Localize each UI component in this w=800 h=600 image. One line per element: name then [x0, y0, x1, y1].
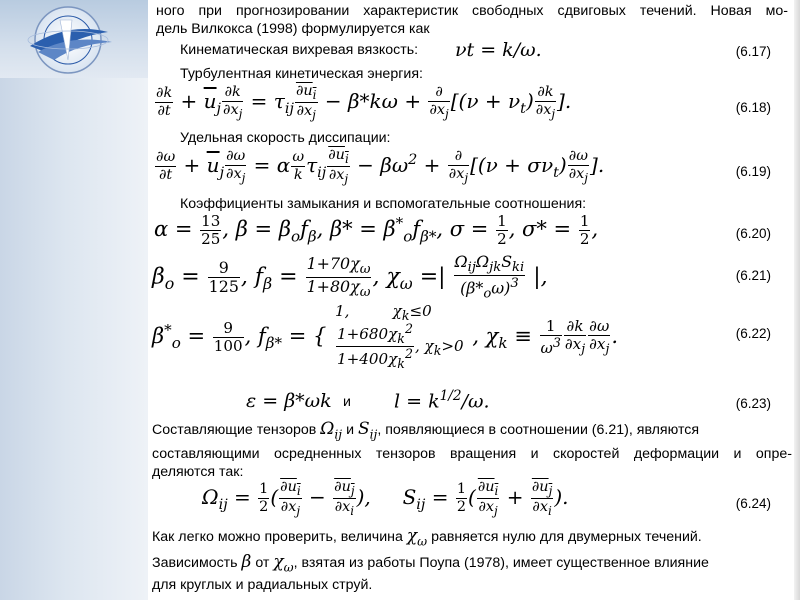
eq-623-length: $l = k^{1/2}/\omega$.: [394, 388, 490, 413]
eq-623-and: и: [343, 394, 351, 410]
para2-line3: для круглых и радиальных струй.: [152, 577, 373, 593]
para2-line1: Как легко можно проверить, величина $\chi_\omega$ равняется нулю для двумерных течений.: [152, 526, 702, 549]
para1-and: и: [346, 422, 354, 438]
document-page: [150, 0, 793, 600]
para1-line3: деляются так:: [152, 464, 244, 480]
eq-622-formula: $\beta^*_o$ = $\frac{9}{100}$ , $f_{\beta*}$ = { 1, $\chi_k\le 0$ $\frac{1+680\chi_k^2}{1+400\chi_k^2}$ , $\chi_k>0$ , $\chi_k$ ≡ $\frac{1}{\omega^3}$ $\frac{\partial k}{\partial x_j}$ $\frac{\partial\omega}{\partial x_j}$ .: [152, 302, 619, 372]
eq-620-number: (6.20): [735, 226, 771, 241]
para2-line2a: Зависимость: [152, 555, 238, 571]
eq-621-formula: $\beta_o$ = $\frac{9}{125}$ , $f_\beta$ = $\frac{1+70\chi_\omega}{1+80\chi_\omega}$ , $\chi_\omega$ =| $\frac{\Omega_{ij}\Omega_{jk}S_{ki}}{(\beta*_o\omega)^3}$ |,: [152, 252, 548, 302]
eq-623-number: (6.23): [735, 396, 771, 411]
intro-line-1: ного при прогнозировании характеристик свободных сдвиговых течений. Новая мо-: [156, 3, 788, 19]
eq-619-label: Удельная скорость диссипации:: [180, 130, 391, 146]
eq-619-number: (6.19): [735, 164, 771, 179]
eq-620-formula: α = $\frac{13}{25}$ , $\beta = \beta_of_\beta$, $\beta* = \beta^*_of_{\beta*}$, σ = $\frac{1}{2}$ , σ* = $\frac{1}{2}$ ,: [154, 212, 599, 249]
eq-619-formula: $\frac{\partial\omega}{\partial t}$ + $\overline{u}_j$ $\frac{\partial\omega}{\partial x_j}$ = α $\frac{\omega}{k}$ $\tau_{ij}$ $\frac{\partial u_i}{\partial x_j}$ − $\beta\omega^2$ + $\frac{\partial}{\partial x_j}$ [$(\nu + \sigma\nu_t)$ $\frac{\partial\omega}{\partial x_j}$ ].: [156, 147, 605, 186]
para1-part2: , появляющиеся в соотношении (6.21), являются: [377, 422, 700, 438]
eq-620-label: Коэффициенты замыкания и вспомогательные соотношения:: [180, 196, 587, 212]
para2-line2: Зависимость β от $\chi_\omega$, взятая из работы Поупа (1978), имеет существенное влияние: [152, 552, 709, 575]
eq-621-number: (6.21): [735, 268, 771, 283]
para1-line2: составляющими осредненных тензоров вращения и скоростей деформации и опре-: [152, 446, 792, 462]
para2-line1b: равняется нулю для двумерных течений.: [431, 529, 702, 545]
eq-624-number: (6.24): [735, 496, 771, 511]
header-logo-band: [0, 0, 148, 78]
para2-line2c: , взятая из работы Поупа (1978), имеет существенное влияние: [293, 555, 709, 571]
eq-617-number: (6.17): [735, 44, 771, 59]
para1-line1: Составляющие тензоров $\Omega_{ij}$ и $S_{ij}$, появляющиеся в соотношении (6.21), являются: [152, 419, 700, 442]
eq-617-label: Кинематическая вихревая вязкость:: [180, 42, 419, 58]
agency-emblem-icon: [8, 2, 136, 76]
para1-part1: Составляющие тензоров: [152, 422, 317, 438]
eq-623-epsilon: ε = β*ωk: [246, 390, 332, 412]
eq-617-formula: νt = k/ω.: [455, 39, 542, 61]
para2-line2b: от: [255, 555, 270, 571]
eq-624-formula: $\Omega_{ij}$ = $\frac{1}{2}$ ( $\frac{\partial u_i}{\partial x_j}$ − $\frac{\partial u_j}{\partial x_i}$ ), $S_{ij}$ = $\frac{1}{2}$ ( $\frac{\partial u_i}{\partial x_j}$ + $\frac{\partial u_j}{\partial x_i}$ ).: [202, 479, 569, 518]
eq-618-number: (6.18): [735, 100, 771, 115]
right-edge: [794, 0, 800, 600]
eq-618-label: Турбулентная кинетическая энергия:: [180, 66, 423, 82]
eq-622-number: (6.22): [735, 326, 771, 341]
intro-line-2: дель Вилкокса (1998) формулируется как: [156, 21, 430, 37]
eq-618-formula: $\frac{\partial k}{\partial t}$ + $\overline{u}_j$ $\frac{\partial k}{\partial x_j}$ = $\tau_{ij}$ $\frac{\partial u_i}{\partial x_j}$ − β*kω + $\frac{\partial}{\partial x_j}$ [$(\nu + \nu_t)$ $\frac{\partial k}{\partial x_j}$ ].: [156, 83, 572, 122]
para2-line1a: Как легко можно проверить, величина: [152, 529, 403, 545]
left-sidebar: [0, 0, 148, 600]
